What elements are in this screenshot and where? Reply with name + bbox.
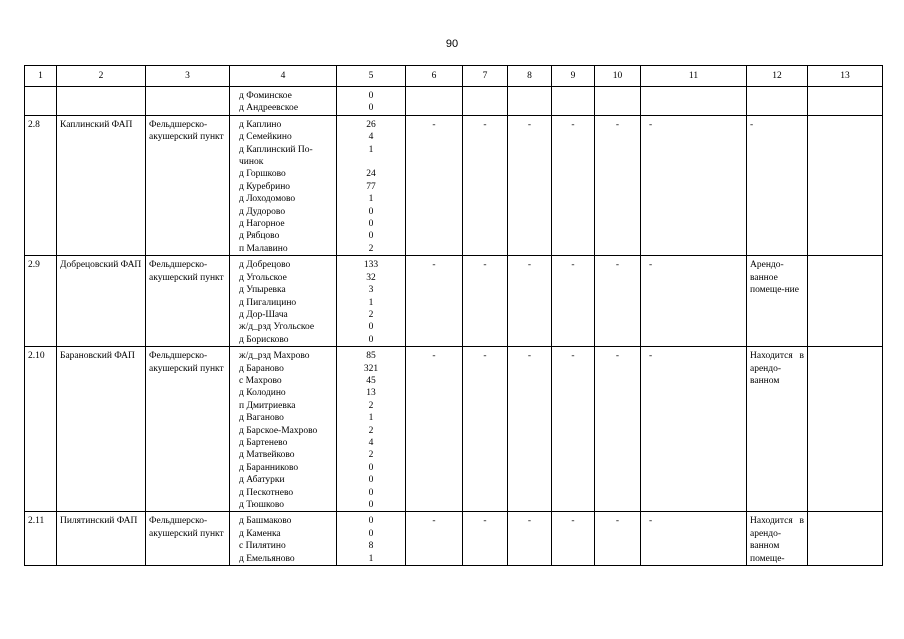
population-value: 3 bbox=[368, 285, 374, 296]
population-value: 45 bbox=[366, 375, 376, 386]
settlement-name: чинок bbox=[239, 157, 264, 168]
population-value bbox=[340, 156, 402, 168]
population-cell bbox=[337, 512, 406, 566]
facility-name-cell bbox=[57, 115, 146, 255]
population-value: 13 bbox=[366, 388, 376, 399]
settlement-name: д Каплинский По- bbox=[239, 144, 313, 155]
value-cell-c9 bbox=[552, 87, 595, 116]
premises-note-cell bbox=[747, 512, 808, 566]
value-cell-c11: - bbox=[641, 256, 747, 347]
population-value: 1 bbox=[368, 297, 374, 308]
settlement-name: п Малавино bbox=[239, 243, 288, 254]
value-cell-c10: - bbox=[595, 347, 641, 512]
facility-name: Барановский ФАП bbox=[60, 351, 135, 362]
column-header-10: 10 bbox=[595, 66, 641, 87]
value-cell-c13 bbox=[808, 87, 883, 116]
value-cell-c10: - bbox=[595, 512, 641, 566]
settlement-name: д Каплино bbox=[239, 119, 282, 130]
value-cell-c7: - bbox=[463, 347, 508, 512]
population-value: 0 bbox=[368, 322, 374, 333]
premises-note-cell bbox=[747, 347, 808, 512]
value-cell-c8 bbox=[508, 87, 552, 116]
table-row bbox=[25, 256, 883, 347]
settlements-cell bbox=[230, 347, 337, 512]
value-cell-c11: - bbox=[641, 347, 747, 512]
population-value: 4 bbox=[368, 132, 374, 143]
population-value: 2 bbox=[368, 450, 374, 461]
facility-type-cell bbox=[146, 87, 230, 116]
population-value: 0 bbox=[368, 487, 374, 498]
settlement-name: д Андреевское bbox=[239, 103, 299, 114]
facility-type-cell bbox=[146, 256, 230, 347]
population-cell bbox=[337, 256, 406, 347]
facility-type: Фельдшерско-акушерский пункт bbox=[149, 516, 224, 539]
population-value: 0 bbox=[368, 334, 374, 345]
value-cell-c13 bbox=[808, 347, 883, 512]
settlement-name: ж/д_рзд Махрово bbox=[239, 351, 310, 362]
population-value: 1 bbox=[368, 413, 374, 424]
population-value: 26 bbox=[366, 119, 376, 130]
column-header-9: 9 bbox=[552, 66, 595, 87]
value-cell-c9: - bbox=[552, 512, 595, 566]
population-value: 0 bbox=[368, 462, 374, 473]
population-value: 0 bbox=[368, 500, 374, 510]
column-header-3: 3 bbox=[146, 66, 230, 87]
population-value: 133 bbox=[363, 260, 379, 271]
value-cell-c11 bbox=[641, 87, 747, 116]
value-cell-c10 bbox=[595, 87, 641, 116]
population-cell bbox=[337, 115, 406, 255]
population-value: 1 bbox=[368, 553, 374, 564]
settlement-name: с Пилятино bbox=[239, 541, 286, 552]
page-number: 90 bbox=[445, 38, 459, 50]
settlement-name: д Абатурки bbox=[239, 475, 285, 486]
value-cell-c6: - bbox=[406, 347, 463, 512]
column-header-5: 5 bbox=[337, 66, 406, 87]
value-cell-c6: - bbox=[406, 115, 463, 255]
value-cell-c11: - bbox=[641, 115, 747, 255]
facility-name-cell bbox=[57, 256, 146, 347]
value-cell-c9: - bbox=[552, 256, 595, 347]
settlement-name: п Дмитриевка bbox=[239, 400, 296, 411]
value-cell-c10: - bbox=[595, 256, 641, 347]
settlement-name: д Пигалицино bbox=[239, 297, 297, 308]
premises-note-cell bbox=[747, 115, 808, 255]
settlements-cell bbox=[230, 87, 337, 116]
population-value: 0 bbox=[368, 475, 374, 486]
column-header-11: 11 bbox=[641, 66, 747, 87]
value-cell-c6: - bbox=[406, 512, 463, 566]
premises-note-cell bbox=[747, 256, 808, 347]
settlements-cell bbox=[230, 512, 337, 566]
settlement-name: д Емельяново bbox=[239, 553, 295, 564]
value-cell-c7: - bbox=[463, 256, 508, 347]
settlements-cell bbox=[230, 256, 337, 347]
column-header-12: 12 bbox=[747, 66, 808, 87]
settlement-name: ж/д_рзд Угольское bbox=[239, 322, 315, 333]
population-value: 77 bbox=[366, 181, 376, 192]
value-cell-c6: - bbox=[406, 256, 463, 347]
settlement-name: д Тюшково bbox=[239, 500, 285, 510]
population-value: 0 bbox=[368, 516, 374, 527]
settlement-name: д Фоминское bbox=[239, 91, 292, 101]
population-value: 2 bbox=[368, 309, 374, 320]
settlement-name: д Баранниково bbox=[239, 462, 299, 473]
population-value: 0 bbox=[368, 91, 374, 101]
settlement-name: д Бартенево bbox=[239, 437, 288, 448]
value-cell-c13 bbox=[808, 512, 883, 566]
facility-type: Фельдшерско-акушерский пункт bbox=[149, 260, 224, 283]
row-number-cell bbox=[25, 87, 57, 116]
premises-note: Арендо-ванное помеще-ние bbox=[750, 260, 799, 296]
value-cell-c13 bbox=[808, 256, 883, 347]
population-value: 2 bbox=[368, 425, 374, 436]
population-value: 1 bbox=[368, 194, 374, 205]
facility-type: Фельдшерско-акушерский пункт bbox=[149, 351, 224, 374]
value-cell-c11: - bbox=[641, 512, 747, 566]
column-header-13: 13 bbox=[808, 66, 883, 87]
settlement-name: д Матвейково bbox=[239, 450, 295, 461]
value-cell-c6 bbox=[406, 87, 463, 116]
settlement-name: д Ваганово bbox=[239, 413, 284, 424]
population-value: 2 bbox=[368, 243, 374, 254]
settlement-name: д Колодино bbox=[239, 388, 286, 399]
population-value: 85 bbox=[366, 351, 376, 362]
population-value: 0 bbox=[368, 528, 374, 539]
settlement-name: д Дор-Шача bbox=[239, 309, 288, 320]
column-header-2: 2 bbox=[57, 66, 146, 87]
facility-name: Пилятинский ФАП bbox=[60, 516, 138, 527]
column-header-1: 1 bbox=[25, 66, 57, 87]
value-cell-c9: - bbox=[552, 115, 595, 255]
settlement-name: д Рябцово bbox=[239, 231, 280, 242]
premises-note: Находится в арендо-ванном помеще- bbox=[750, 516, 804, 564]
value-cell-c8: - bbox=[508, 115, 552, 255]
population-value: 0 bbox=[368, 206, 374, 217]
population-value: 4 bbox=[368, 437, 374, 448]
column-header-7: 7 bbox=[463, 66, 508, 87]
row-number-cell: 2.9 bbox=[25, 256, 57, 347]
value-cell-c8: - bbox=[508, 512, 552, 566]
settlement-name: д Лоходомово bbox=[239, 194, 296, 205]
population-value: 24 bbox=[366, 169, 376, 180]
settlement-name: д Угольское bbox=[239, 272, 287, 283]
value-cell-c13 bbox=[808, 115, 883, 255]
value-cell-c7: - bbox=[463, 512, 508, 566]
table-row bbox=[25, 512, 883, 566]
population-value: 0 bbox=[368, 219, 374, 230]
settlement-name: д Борисково bbox=[239, 334, 289, 345]
value-cell-c7 bbox=[463, 87, 508, 116]
settlement-name: д Бараново bbox=[239, 363, 284, 374]
column-header-8: 8 bbox=[508, 66, 552, 87]
row-number-cell: 2.8 bbox=[25, 115, 57, 255]
header-row bbox=[25, 66, 883, 87]
settlement-name: д Нагорное bbox=[239, 219, 285, 230]
facilities-table bbox=[24, 65, 883, 566]
settlement-name: д Каменка bbox=[239, 528, 281, 539]
premises-note: - bbox=[750, 119, 754, 130]
facility-name-cell bbox=[57, 347, 146, 512]
facility-name-cell bbox=[57, 87, 146, 116]
facility-name-cell bbox=[57, 512, 146, 566]
population-value: 0 bbox=[368, 231, 374, 242]
population-value: 0 bbox=[368, 103, 374, 114]
settlement-name: д Барское-Махрово bbox=[239, 425, 318, 436]
settlement-name: д Пескотнево bbox=[239, 487, 294, 498]
premises-note-cell bbox=[747, 87, 808, 116]
column-header-4: 4 bbox=[230, 66, 337, 87]
population-value: 2 bbox=[368, 400, 374, 411]
settlement-name: д Горшково bbox=[239, 169, 286, 180]
row-number-cell: 2.10 bbox=[25, 347, 57, 512]
settlement-name: д Дудорово bbox=[239, 206, 286, 217]
facility-type-cell bbox=[146, 512, 230, 566]
settlement-name: д Добрецово bbox=[239, 260, 291, 271]
population-cell bbox=[337, 87, 406, 116]
population-cell bbox=[337, 347, 406, 512]
settlement-name: д Куребрино bbox=[239, 181, 291, 192]
value-cell-c7: - bbox=[463, 115, 508, 255]
value-cell-c8: - bbox=[508, 256, 552, 347]
facility-name: Добрецовский ФАП bbox=[60, 260, 142, 271]
facility-type: Фельдшерско-акушерский пункт bbox=[149, 119, 224, 143]
premises-note: Находится в арендо-ванном bbox=[750, 351, 804, 386]
facility-name: Каплинский ФАП bbox=[60, 119, 133, 130]
settlement-name: с Махрово bbox=[239, 375, 282, 386]
table-row bbox=[25, 115, 883, 255]
population-value: 8 bbox=[368, 541, 374, 552]
settlement-name: д Упыревка bbox=[239, 285, 286, 296]
settlement-name: д Семейкино bbox=[239, 132, 292, 143]
row-number-cell: 2.11 bbox=[25, 512, 57, 566]
table-row bbox=[25, 87, 883, 116]
table-row bbox=[25, 347, 883, 512]
population-value: 321 bbox=[363, 363, 379, 374]
population-value: 32 bbox=[366, 272, 376, 283]
population-value: 1 bbox=[368, 144, 374, 155]
settlement-name: д Башмаково bbox=[239, 516, 292, 527]
value-cell-c8: - bbox=[508, 347, 552, 512]
column-header-6: 6 bbox=[406, 66, 463, 87]
facility-type-cell bbox=[146, 115, 230, 255]
value-cell-c10: - bbox=[595, 115, 641, 255]
value-cell-c9: - bbox=[552, 347, 595, 512]
facility-type-cell bbox=[146, 347, 230, 512]
settlements-cell bbox=[230, 115, 337, 255]
